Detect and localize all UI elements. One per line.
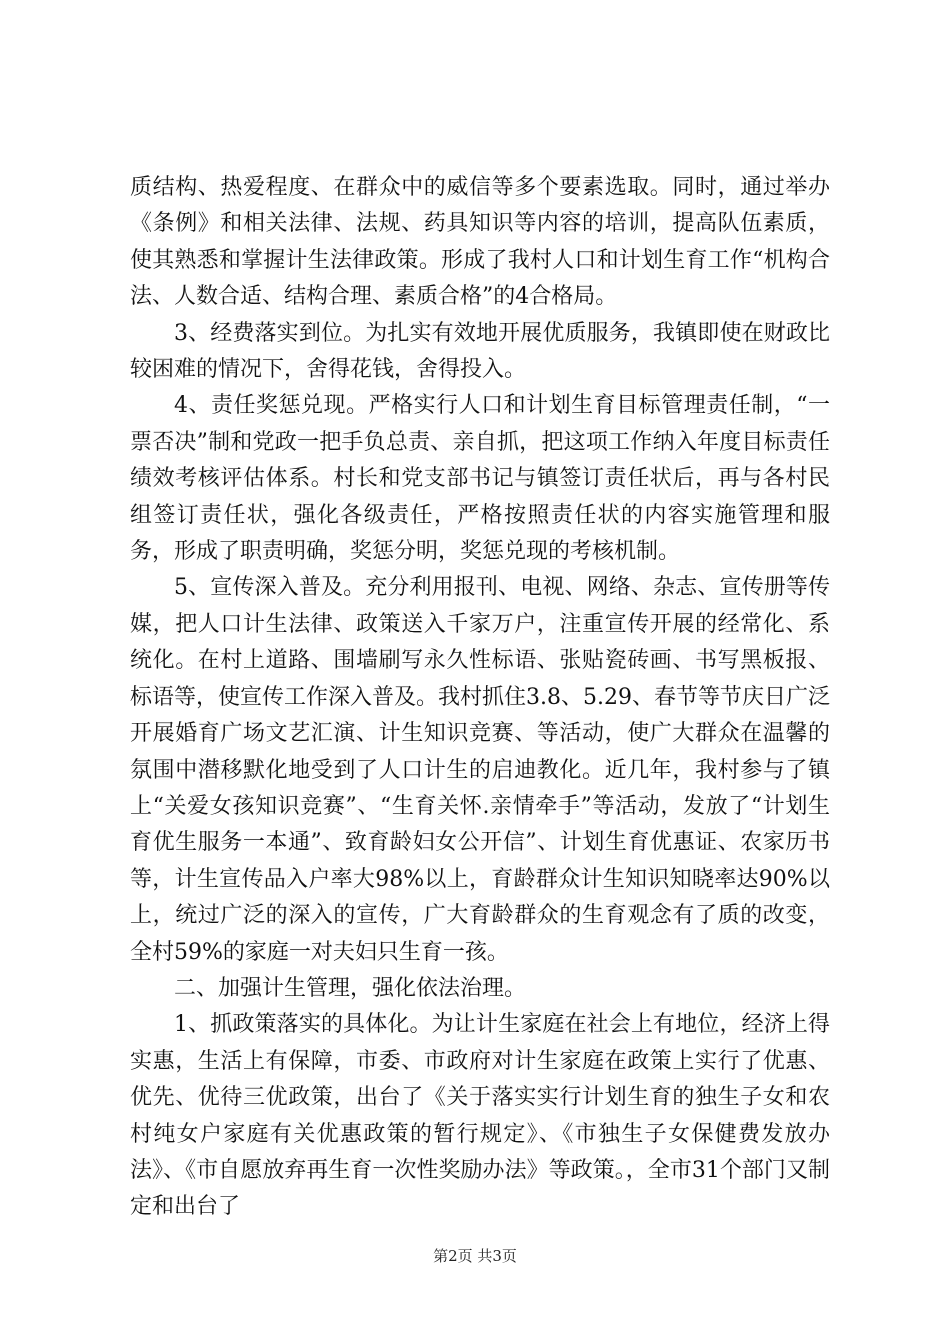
paragraph-3: 4、责任奖惩兑现。严格实行人口和计划生育目标管理责任制，“一票否决”制和党政一把手负总责、亲自抓，把这项工作纳入年度目标责任绩效考核评估体系。村长和党支部书记与镇签订责任状后，再与各村民组签订责任状，强化各级责任，严格按照责任状的内容实施管理和服务，形成了职责明确，奖惩分明，奖惩兑现的考核机制。	[130, 393, 830, 565]
paragraph-1: 质结构、热爱程度、在群众中的威信等多个要素选取。同时，通过举办《条例》和相关法律、法规、药具知识等内容的培训，提高队伍素质，使其熟悉和掌握计生法律政策。形成了我村人口和计划生育工作“机构合法、人数合适、结构合理、素质合格”的4合格局。	[130, 175, 830, 310]
page-number-footer: 第2页 共3页	[433, 1247, 517, 1265]
paragraph-5: 1、抓政策落实的具体化。为让计生家庭在社会上有地位，经济上得实惠，生活上有保障，市委、市政府对计生家庭在政策上实行了优惠、优先、优待三优政策，出台了《关于落实实行计划生育的独生子女和农村纯女户家庭有关优惠政策的暂行规定》、《市独生子女保健费发放办法》、《市自愿放弃再生育一次性奖励办法》等政策。，全市31个部门又制定和出台了	[130, 1012, 830, 1220]
section-heading: 二、加强计生管理，强化依法治理。	[174, 975, 527, 1001]
paragraph-4: 5、宣传深入普及。充分利用报刊、电视、网络、杂志、宣传册等传媒，把人口计生法律、政策送入千家万户，注重宣传开展的经常化、系统化。在村上道路、围墙刷写永久性标语、张贴瓷砖画、书写黑板报、标语等，使宣传工作深入普及。我村抓住3.8、5.29、春节等节庆日广泛开展婚育广场文艺汇演、计生知识竞赛、等活动，使广大群众在温馨的氛围中潜移默化地受到了人口计生的启迪教化。近几年，我村参与了镇上“关爱女孩知识竞赛”、“生育关怀.亲情牵手”等活动，发放了“计划生育优生服务一本通”、致育龄妇女公开信”、计划生育优惠证、农家历书等，计生宣传品入户率大98%以上，育龄群众计生知识知晓率达90%以上，统过广泛的深入的宣传，广大育龄群众的生育观念有了质的改变，全村59%的家庭一对夫妇只生育一孩。	[130, 575, 830, 965]
document-body	[130, 170, 830, 1226]
paragraph-2: 3、经费落实到位。为扎实有效地开展优质服务，我镇即使在财政比较困难的情况下，舍得花钱，舍得投入。	[130, 320, 830, 383]
